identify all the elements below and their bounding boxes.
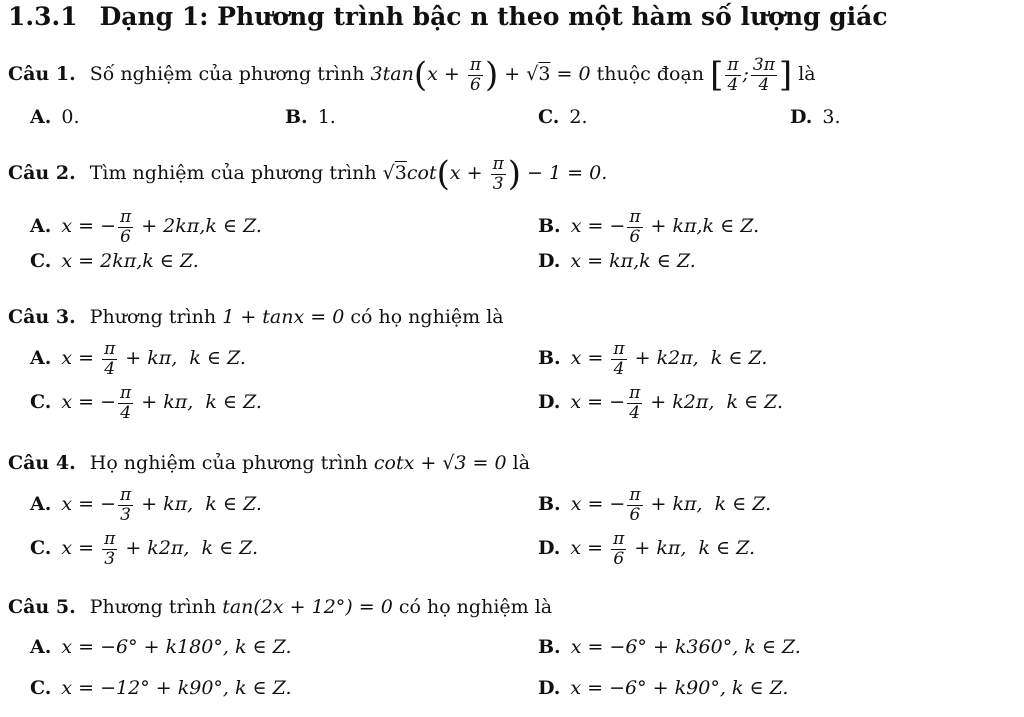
question-4 [8, 452, 530, 474]
option-b[interactable]: B. x = − $\frac{\pi}{6}$ + kπ,k ∈ Z. [538, 207, 760, 247]
option-a[interactable]: A. x = $\frac{\pi}{4}$ + kπ, k ∈ Z. [30, 339, 246, 379]
option-c[interactable]: C. 2. [538, 106, 588, 128]
question-3 [8, 306, 504, 328]
option-b[interactable]: B. 1. [285, 106, 336, 128]
equation: √3cot(x + $\frac{\pi}{3}$ ) − 1 = 0. [382, 154, 608, 195]
equation: 3tan(x + $\frac{\pi}{6}$ ) + √3 = 0 [370, 55, 591, 96]
equation: 1 + tanx = 0 [222, 306, 345, 328]
option-d[interactable]: D. x = kπ,k ∈ Z. [538, 250, 696, 272]
question-label: Câu 1. [8, 63, 76, 86]
equation: tan(2x + 12°) = 0 [222, 596, 393, 618]
question-5 [8, 596, 552, 618]
option-c[interactable]: C. x = −12° + k90°, k ∈ Z. [30, 677, 292, 699]
question-text: Phương trình [89, 596, 217, 618]
question-2 [8, 155, 607, 193]
question-text: là [798, 63, 816, 86]
option-c[interactable]: C. x = 2kπ,k ∈ Z. [30, 250, 199, 272]
option-d[interactable]: D. x = $\frac{\pi}{6}$ + kπ, k ∈ Z. [538, 529, 756, 569]
option-c[interactable]: C. x = $\frac{\pi}{3}$ + k2π, k ∈ Z. [30, 529, 259, 569]
question-text: Họ nghiệm của phương trình [89, 452, 368, 474]
question-label: Câu 3. [8, 306, 76, 328]
option-a[interactable]: A. 0. [30, 106, 80, 128]
option-b[interactable]: B. x = −6° + k360°, k ∈ Z. [538, 636, 801, 658]
option-b[interactable]: B. x = − $\frac{\pi}{6}$ + kπ, k ∈ Z. [538, 485, 772, 525]
question-text: thuộc đoạn [596, 63, 705, 86]
question-text: là [512, 452, 531, 474]
question-text: Phương trình [89, 306, 217, 328]
question-label: Câu 4. [8, 452, 76, 474]
option-b[interactable]: B. x = $\frac{\pi}{4}$ + k2π, k ∈ Z. [538, 339, 768, 379]
option-a[interactable]: A. x = −6° + k180°, k ∈ Z. [30, 636, 292, 658]
section-title: Dạng 1: Phương trình bậc n theo một hàm số lượng giác [99, 2, 888, 31]
option-d[interactable]: D. x = −6° + k90°, k ∈ Z. [538, 677, 789, 699]
equation: cotx + √3 = 0 [373, 452, 507, 474]
section-number: 1.3.1 [8, 2, 78, 31]
option-d[interactable]: D. x = − $\frac{\pi}{4}$ + k2π, k ∈ Z. [538, 383, 784, 423]
question-label: Câu 5. [8, 596, 76, 618]
question-text: Số nghiệm của phương trình [89, 63, 365, 86]
question-1 [8, 56, 816, 94]
section-heading [8, 2, 888, 31]
interval: [ $\frac{\pi}{4}$ ; $\frac{3\pi}{4}$ ] [710, 55, 793, 96]
option-a[interactable]: A. x = − $\frac{\pi}{3}$ + kπ, k ∈ Z. [30, 485, 262, 525]
option-a[interactable]: A. x = − $\frac{\pi}{6}$ + 2kπ,k ∈ Z. [30, 207, 262, 247]
question-text: có họ nghiệm là [398, 596, 553, 618]
option-c[interactable]: C. x = − $\frac{\pi}{4}$ + kπ, k ∈ Z. [30, 383, 262, 423]
question-text: Tìm nghiệm của phương trình [89, 162, 377, 185]
question-text: có họ nghiệm là [350, 306, 504, 328]
option-d[interactable]: D. 3. [790, 106, 841, 128]
question-label: Câu 2. [8, 162, 76, 185]
